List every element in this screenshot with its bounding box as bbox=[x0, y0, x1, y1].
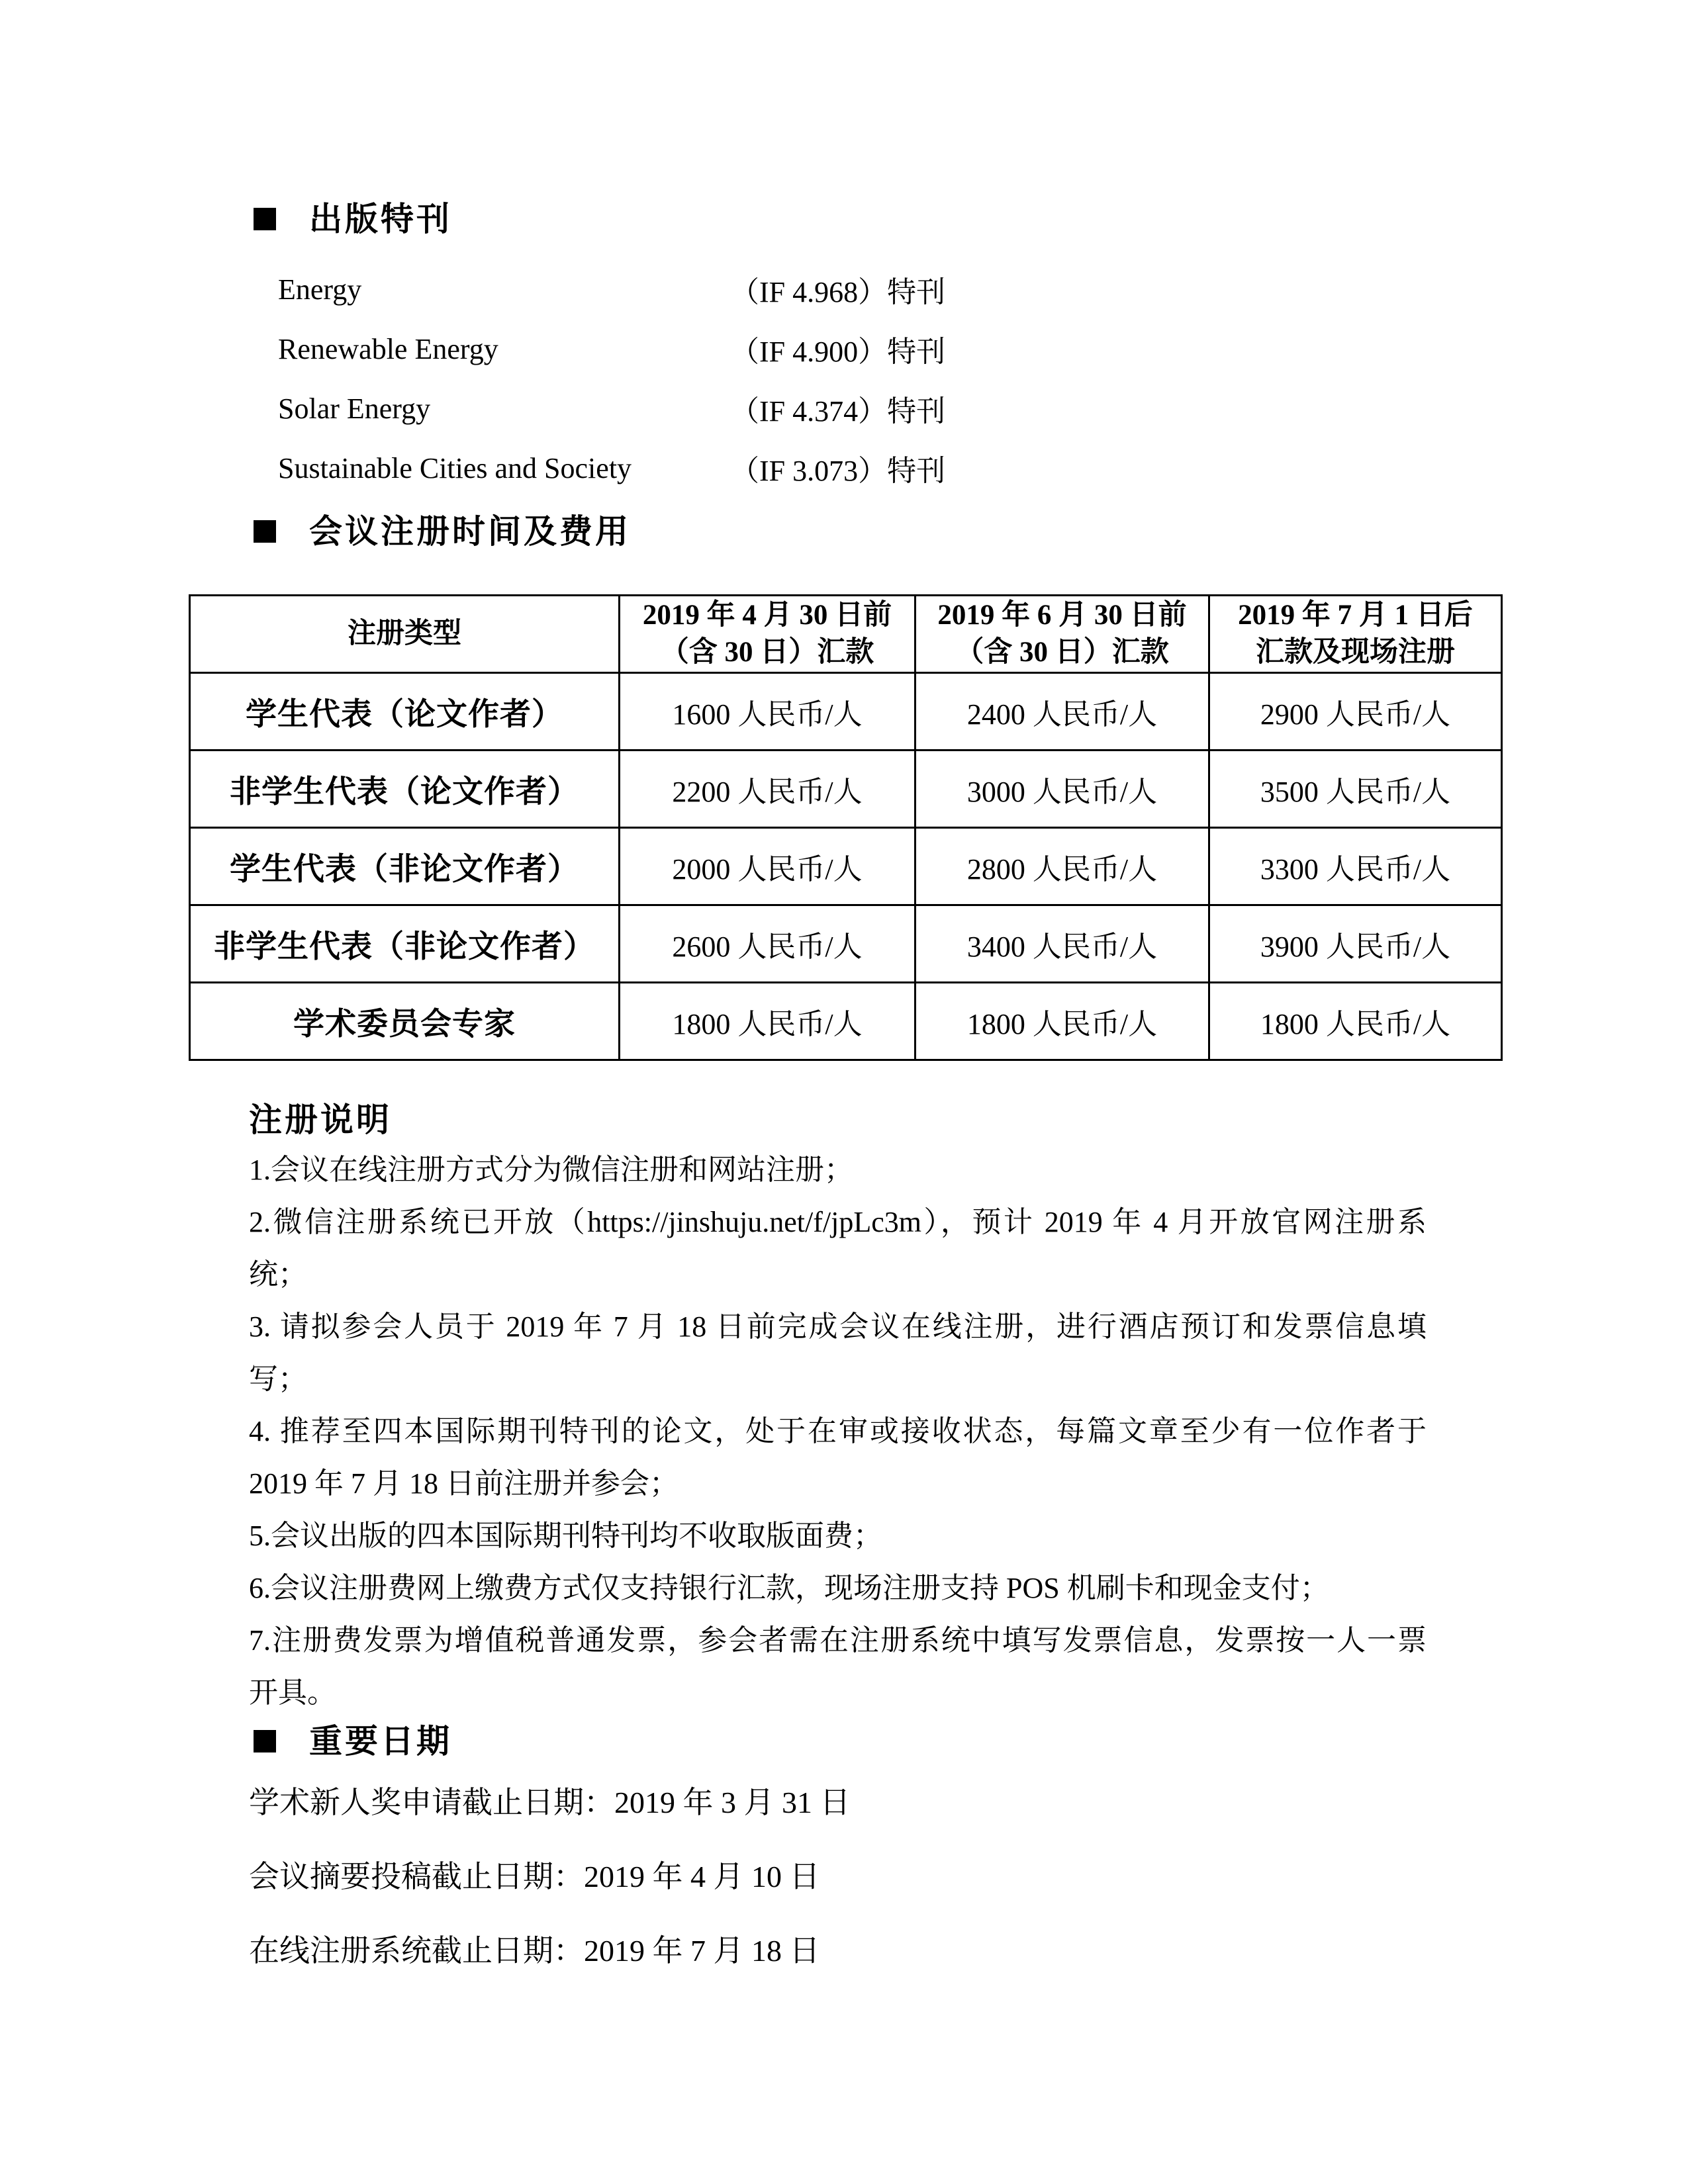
fee-value: 3300 人民币/人 bbox=[1209, 828, 1502, 905]
fee-value: 2600 人民币/人 bbox=[620, 905, 915, 983]
section-title-dates: 重要日期 bbox=[309, 1723, 452, 1760]
note-line: 7.注册费发票为增值税普通发票，参会者需在注册系统中填写发票信息，发票按一人一票 bbox=[249, 1624, 1427, 1657]
note-line: 2.微信注册系统已开放（https://jinshuju.net/f/jpLc3m），预计 2019 年 4 月开放官网注册系 bbox=[249, 1206, 1427, 1238]
journal-name: Renewable Energy bbox=[278, 332, 498, 365]
note-line: 统； bbox=[249, 1258, 307, 1291]
fee-value: 3400 人民币/人 bbox=[915, 905, 1209, 983]
header-cell-type bbox=[190, 596, 620, 673]
registration-type: 非学生代表（非论文作者） bbox=[190, 905, 620, 983]
deadline-item: 会议摘要投稿截止日期：2019 年 4 月 10 日 bbox=[249, 1860, 820, 1893]
note-line: 开具。 bbox=[249, 1676, 336, 1709]
header-type-label: 注册类型 bbox=[348, 618, 461, 649]
fee-value: 1800 人民币/人 bbox=[1209, 983, 1502, 1060]
square-bullet-icon bbox=[254, 208, 276, 230]
registration-type: 学生代表（非论文作者） bbox=[190, 828, 620, 905]
deadline-item: 学术新人奖申请截止日期：2019 年 3 月 31 日 bbox=[249, 1786, 851, 1819]
fee-value: 2400 人民币/人 bbox=[915, 673, 1209, 751]
table-row bbox=[190, 828, 1502, 905]
section-title-registration: 会议注册时间及费用 bbox=[309, 513, 631, 550]
table-header-row bbox=[190, 596, 1502, 673]
note-line: 1.会议在线注册方式分为微信注册和网站注册； bbox=[249, 1154, 853, 1186]
note-line: 5.会议出版的四本国际期刊特刊均不收取版面费； bbox=[249, 1520, 882, 1552]
note-line: 3. 请拟参会人员于 2019 年 7 月 18 日前完成会议在线注册，进行酒店预订和发票信息填 bbox=[249, 1310, 1427, 1343]
journal-impact-factor: （IF 4.374）特刊 bbox=[730, 395, 946, 428]
registration-notes bbox=[249, 1144, 1427, 1719]
section-heading-dates bbox=[254, 1721, 452, 1762]
registration-type: 学生代表（论文作者） bbox=[190, 673, 620, 751]
journal-name: Solar Energy bbox=[278, 392, 431, 425]
fee-value: 2800 人民币/人 bbox=[915, 828, 1209, 905]
journal-impact-factor: （IF 3.073）特刊 bbox=[730, 455, 946, 487]
fee-value: 3900 人民币/人 bbox=[1209, 905, 1502, 983]
square-bullet-icon bbox=[254, 520, 276, 543]
registration-type: 非学生代表（论文作者） bbox=[190, 751, 620, 828]
header-cell-mid: 2019 年 6 月 30 日前 （含 30 日）汇款 bbox=[915, 596, 1209, 673]
journal-name: Energy bbox=[278, 273, 362, 306]
section-heading-journals bbox=[254, 199, 452, 240]
fee-value: 1800 人民币/人 bbox=[620, 983, 915, 1060]
fee-value: 1800 人民币/人 bbox=[915, 983, 1209, 1060]
header-cell-late: 2019 年 7 月 1 日后 汇款及现场注册 bbox=[1209, 596, 1502, 673]
deadline-item: 在线注册系统截止日期：2019 年 7 月 18 日 bbox=[249, 1934, 820, 1968]
journal-row bbox=[278, 438, 1501, 498]
journal-list bbox=[278, 259, 1501, 498]
table-row bbox=[190, 983, 1502, 1060]
table-row bbox=[190, 751, 1502, 828]
fee-value: 2200 人民币/人 bbox=[620, 751, 915, 828]
table-row bbox=[190, 673, 1502, 751]
table-row bbox=[190, 905, 1502, 983]
journal-row bbox=[278, 379, 1501, 438]
journal-impact-factor: （IF 4.968）特刊 bbox=[730, 276, 946, 308]
note-line: 4. 推荐至四本国际期刊特刊的论文，处于在审或接收状态，每篇文章至少有一位作者于 bbox=[249, 1415, 1427, 1447]
fee-value: 1600 人民币/人 bbox=[620, 673, 915, 751]
journal-row bbox=[278, 319, 1501, 379]
fee-value: 2000 人民币/人 bbox=[620, 828, 915, 905]
registration-fee-table bbox=[189, 594, 1503, 1061]
square-bullet-icon bbox=[254, 1730, 276, 1752]
important-dates-list bbox=[249, 1766, 851, 1988]
header-cell-early: 2019 年 4 月 30 日前 （含 30 日）汇款 bbox=[620, 596, 915, 673]
registration-type: 学术委员会专家 bbox=[190, 983, 620, 1060]
fee-value: 2900 人民币/人 bbox=[1209, 673, 1502, 751]
note-line: 6.会议注册费网上缴费方式仅支持银行汇款，现场注册支持 POS 机刷卡和现金支付； bbox=[249, 1572, 1329, 1604]
journal-name: Sustainable Cities and Society bbox=[278, 451, 632, 484]
journal-impact-factor: （IF 4.900）特刊 bbox=[730, 336, 946, 368]
note-line: 2019 年 7 月 18 日前注册并参会； bbox=[249, 1467, 679, 1500]
note-line: 写； bbox=[249, 1363, 307, 1395]
section-heading-registration bbox=[254, 511, 631, 552]
notes-heading: 注册说明 bbox=[249, 1101, 392, 1138]
fee-value: 3500 人民币/人 bbox=[1209, 751, 1502, 828]
section-title-journals: 出版特刊 bbox=[309, 201, 452, 238]
journal-row bbox=[278, 259, 1501, 319]
fee-value: 3000 人民币/人 bbox=[915, 751, 1209, 828]
